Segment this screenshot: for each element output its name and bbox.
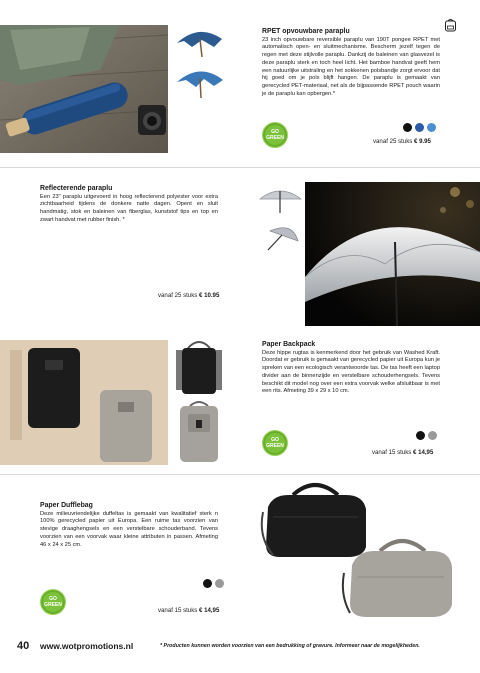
product-description: 23 inch opvouwbare reversible paraplu van 190T pongee RPET met automatisch open- en sluitmechanisme. Bescherm jezelf tegen de regen met deze stijlvolle paraplu. Dankzij de baleinen van glasvezel is deze paraplu sterk en toch heel licht. Het bamboe handvat geeft hem een natuurlijke uitstraling en het sokkenen polsbandje zorgt ervoor dat hij goed om je pols blijft hangen. De paraplu is gemaakt van gerecycled PET-materiaal, net als de bijpassende RPET pouch waarin je de paraplu kan opbergen.* (262, 36, 440, 97)
paper-backpack-text-block (262, 341, 440, 396)
dufflebag-grey-photo (340, 533, 460, 621)
website-link[interactable]: www.wotpromotions.nl (40, 641, 134, 651)
color-swatch-black (416, 431, 425, 440)
price-value: € 9.95 (414, 138, 431, 145)
price-quantity: vanaf 15 stuks (372, 449, 412, 456)
backpack-grey-view (176, 400, 222, 464)
go-green-badge: GO GREEN (262, 430, 288, 456)
backpack-icon (444, 18, 457, 32)
color-swatch-black (203, 579, 212, 588)
color-swatch-grey (215, 579, 224, 588)
product-section-paper-backpack (0, 338, 480, 473)
color-swatches (203, 579, 224, 588)
product-section-reflective-umbrella (0, 168, 480, 338)
umbrella-closed-view (172, 25, 227, 60)
product-title: Paper Backpack (262, 341, 316, 348)
product-title: RPET opvouwbare paraplu (262, 28, 350, 35)
price-line (373, 138, 431, 145)
color-swatch-black (403, 123, 412, 132)
price-line (158, 292, 219, 299)
go-green-badge: GO GREEN (262, 122, 288, 148)
paper-dufflebag-text-block (40, 502, 218, 549)
price-value: € 14,95 (413, 449, 434, 456)
color-swatches (403, 123, 436, 132)
product-description: Deze milieuvriendelijke duffeltas is gemaakt van kwalitatief sterk n 100% gerecycled papier uit Europa. Een ruime tas voorzien van stevige draaghengsels en een verstelbare schouderband. Tevens voorzien van een voorvak waar kleine attributen in passen. Afmeting 46 x 24 x 25 cm. (40, 510, 218, 548)
price-quantity: vanaf 25 stuks (158, 292, 198, 299)
reflective-umbrella-small-2 (262, 223, 302, 253)
price-quantity: vanaf 15 stuks (158, 607, 198, 614)
backpack-black-view (176, 340, 222, 398)
product-description: Deze hippe rugtas is kenmerkend door het gebruik van Washed Kraft. Doordat er gebruik is gemaakt van gerecycled papier uit Europa kun je spreken van een ecologisch verantwoorde tas. De tas heeft een laptop divider aan de binnenzijde en verstelbare schouderhengsels. Tevens beschikt dit model nog over een extra voorvak welke afsluitbaar is met een rits. Afmeting 39 x 29 x 10 cm. (262, 349, 440, 395)
product-title: Reflecterende paraplu (40, 185, 113, 192)
product-title: Paper Dufflebag (40, 502, 93, 509)
price-quantity: vanaf 25 stuks (373, 138, 413, 145)
color-swatch-blue (415, 123, 424, 132)
reflective-umbrella-photo (305, 182, 480, 326)
price-line (372, 449, 433, 456)
price-line (158, 607, 219, 614)
page-number: 40 (17, 640, 30, 652)
rpet-umbrella-text-block (262, 28, 440, 99)
product-section-paper-dufflebag (0, 475, 480, 630)
color-swatch-grey (428, 431, 437, 440)
umbrella-lifestyle-photo (0, 25, 168, 153)
price-value: € 14,95 (199, 607, 220, 614)
reflective-umbrella-small-1 (258, 185, 303, 215)
color-swatch-light-blue (427, 123, 436, 132)
reflective-umbrella-text-block (40, 185, 218, 225)
price-value: € 10.95 (199, 292, 220, 299)
go-green-badge: GO GREEN (40, 589, 66, 615)
color-swatches (416, 431, 437, 440)
product-section-rpet-umbrella (0, 0, 480, 165)
umbrella-open-view (174, 62, 226, 102)
footer-disclaimer: * Producten kunnen worden voorzien van een bedrukking of gravure. Informeer naar de mogelijkheden. (160, 643, 420, 649)
product-description: Een 23" paraplu uitgevoerd in hoog reflecterend polyester voor extra zichtbaarheid tijdens de donkere natte dagen. Opent en sluit handmatig, stok en baleinen van fiberglas, kunststof tips en top en zwart handvat met rubber finish. * (40, 193, 218, 223)
backpack-lifestyle-photo (0, 340, 168, 465)
